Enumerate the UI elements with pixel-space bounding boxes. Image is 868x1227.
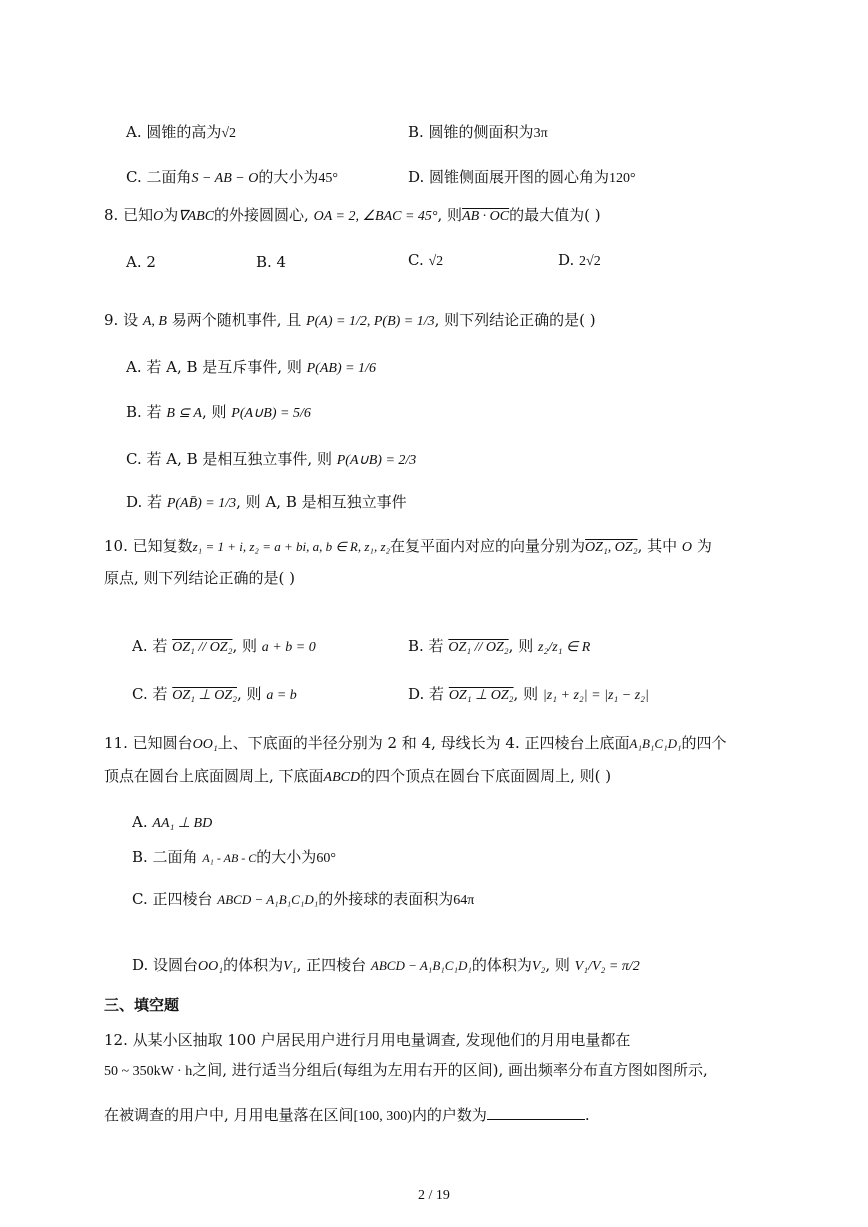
q10-prefix: 10. 已知复数 [104,537,193,555]
q10-text-end: 为 [696,537,712,555]
q10-option-a-math: OZ₁ // OZ₂ [172,640,233,655]
q11-stem-line2 [104,766,611,788]
q11-option-d-result: V₁/V₂ = π/2 [574,959,640,974]
q8-condition: OA = 2, ∠BAC = 45° [313,209,438,224]
q11-option-a [132,812,212,834]
q9-option-a [126,357,376,379]
q10-option-c-text: C. 若 [132,685,168,703]
q7-option-b [408,122,548,144]
q8-text-2: 的外接圆圆心, [214,206,309,224]
q7-option-a [126,122,236,144]
q11-text-2: 的四个 [681,734,727,752]
q11-option-d-math: OO₁ [198,959,224,974]
q11-option-d-text-4: , 则 [545,956,570,974]
q10-text-post: , 其中 [637,537,678,555]
q10-option-d-text: D. 若 [408,685,445,703]
q7-option-c-math: S − AB − O [191,171,259,186]
q11-option-a-label: A. [132,813,148,831]
q9-events: A, B [142,314,167,329]
q10-stem-line1 [104,536,712,558]
q9-option-b-mid: , 则 [201,403,227,421]
q11-option-c-post: 的外接球的表面积为 [318,890,454,908]
q10-option-c-math: OZ₁ ⊥ OZ₂ [172,688,237,703]
q11-option-c-math: ABCD − A₁B₁C₁D₁ [217,892,319,907]
q11-frustum: OO₁ [192,737,218,752]
q11-option-c-value: 64π [453,893,475,908]
q11-text-3: 顶点在圆台上底面圆周上, 下底面 [104,767,324,785]
q11-stem-line1 [104,733,727,755]
q7-option-b-math: 3π [533,126,548,141]
q10-option-b-result: z₂/z₁ ∈ R [537,640,591,655]
q8-option-c [408,250,443,272]
page-number: 2 / 19 [418,1188,450,1203]
q8-option-b: B. 4 [256,253,287,271]
q8-triangle: ∇ABC [178,209,215,224]
q8-stem [104,205,601,227]
q9-text-mid: 易两个随机事件, 且 [171,311,302,329]
q9-option-b-math-1: B ⊆ A [166,406,202,421]
q9-option-d-text: D. 若 [126,493,163,511]
q10-origin: O [681,540,693,555]
q9-option-c-math: P(A∪B) = 2/3 [336,453,417,468]
q11-text-1: 上、下底面的半径分别为 2 和 4, 母线长为 4. 正四棱台上底面 [217,734,630,752]
q8-option-c-label: C. [408,251,424,269]
q9-prefix: 9. 设 [104,311,139,329]
q9-option-b [126,402,311,424]
q7-option-d [408,167,636,189]
q11-option-c-text: C. 正四棱台 [132,890,213,908]
q10-option-d-math: OZ₁ ⊥ OZ₂ [448,688,514,703]
q9-option-d-post: , 则 A, B 是相互独立事件 [236,493,407,511]
q11-option-c [132,889,474,911]
q11-top-face: A₁B₁C₁D₁ [629,736,682,751]
q11-option-b [132,847,336,869]
q10-stem-line2: 原点, 则下列结论正确的是( ) [104,569,296,587]
q7-option-a-math: √2 [221,126,237,141]
q8-option-d-math: 2√2 [579,254,601,269]
q11-bottom-face: ABCD [323,770,361,785]
q9-option-a-text: A. 若 A, B 是互斥事件, 则 [126,358,302,376]
q12-text-3: 在被调查的用户中, 月用电量落在区间 [104,1106,354,1124]
q10-option-d [408,684,649,706]
q10-option-b [408,636,590,658]
q11-prefix: 11. 已知圆台 [104,734,193,752]
q10-option-c-result: a = b [266,688,297,703]
q11-option-d-v2: V₂ [531,959,546,974]
q11-option-b-math: A₁ - AB - C [202,851,257,865]
q8-prefix: 8. 已知 [104,206,154,224]
q10-option-b-mid: , 则 [508,637,534,655]
q8-option-d-label: D. [558,251,575,269]
q7-option-c [126,167,338,189]
q9-probabilities: P(A) = 1/2, P(B) = 1/3 [306,314,435,329]
q7-option-c-text: C. 二面角 [126,168,192,186]
q11-option-a-math: AA₁ ⊥ BD [152,816,213,831]
q7-option-d-value: 120° [609,171,636,186]
q12-answer-blank[interactable] [487,1105,585,1120]
q11-option-d-math-2: ABCD − A₁B₁C₁D₁ [370,958,472,973]
q11-option-d-text-2: , 正四棱台 [296,956,367,974]
q9-stem [104,310,596,332]
q7-option-b-text: B. 圆锥的侧面积为 [408,123,534,141]
q11-option-d-text-1: 的体积为 [223,956,284,974]
q10-text-mid: 在复平面内对应的向量分别为 [390,537,586,555]
q8-option-c-math: √2 [428,254,444,269]
q9-suffix: , 则下列结论正确的是( ) [434,311,596,329]
q7-option-c-value: 45° [318,171,338,186]
q9-option-c [126,449,416,471]
q7-option-a-text: A. 圆锥的高为 [126,123,222,141]
q10-option-a-result: a + b = 0 [261,640,316,655]
q8-vector-product: AB · OC [462,209,510,224]
q11-option-d-text-3: 的体积为 [471,956,532,974]
q12-interval: [100, 300) [353,1109,412,1124]
q10-option-b-math: OZ₁ // OZ₂ [448,640,509,655]
q11-option-b-text: B. 二面角 [132,848,198,866]
q11-option-b-value: 60° [316,851,336,866]
q12-stem-line1: 12. 从某小区抽取 100 户居民用户进行月用电量调查, 发现他们的月用电量都在 [104,1031,631,1049]
q12-range: 50 ~ 350kW · h [104,1064,193,1079]
q8-option-d [558,250,601,272]
q8-text-1: 为 [163,206,179,224]
q12-text-2: 之间, 进行适当分组后(每组为左用右开的区间), 画出频率分布直方图如图所示, [192,1061,708,1079]
q10-vectors: OZ₁, OZ₂ [585,540,638,555]
q8-suffix: 的最大值为( ) [509,206,601,224]
q11-option-b-post: 的大小为 [256,848,317,866]
q10-option-d-mid: , 则 [513,685,539,703]
q10-option-d-result: |z₁ + z₂| = |z₁ − z₂| [542,688,649,703]
q7-option-c-post: 的大小为 [258,168,319,186]
q10-option-b-text: B. 若 [408,637,444,655]
q10-option-c [132,684,297,706]
q10-option-a-mid: , 则 [232,637,258,655]
q9-option-a-math: P(AB) = 1/6 [306,361,376,376]
q12-stem-line3 [104,1105,590,1127]
q10-complex-numbers: z₁ = 1 + i, z₂ = a + bi, a, b ∈ R, z₁, z₂ [192,539,391,554]
q11-text-4: 的四个顶点在圆台下底面圆周上, 则( ) [360,767,612,785]
q11-option-d-v1: V₁ [283,959,297,974]
q7-option-d-text: D. 圆锥侧面展开图的圆心角为 [408,168,610,186]
q12-stem-line2 [104,1060,708,1082]
q10-option-a [132,636,316,658]
q10-option-a-text: A. 若 [132,637,168,655]
q9-option-d [126,492,407,514]
q12-text-4: 内的户数为 [411,1106,487,1124]
q10-option-c-mid: , 则 [237,685,262,703]
q11-option-d [132,955,640,977]
q12-period: . [584,1106,590,1124]
q8-option-a: A. 2 [126,253,156,271]
section-heading: 三、填空题 [104,996,180,1014]
q8-text-3: , 则 [437,206,463,224]
q9-option-b-text: B. 若 [126,403,162,421]
q9-option-b-math-2: P(A∪B) = 5/6 [231,406,311,421]
q11-option-d-text: D. 设圆台 [132,956,199,974]
q9-option-d-math: P(AB̄) = 1/3 [166,496,237,511]
q8-point-o: O [153,209,164,224]
q9-option-c-text: C. 若 A, B 是相互独立事件, 则 [126,450,332,468]
